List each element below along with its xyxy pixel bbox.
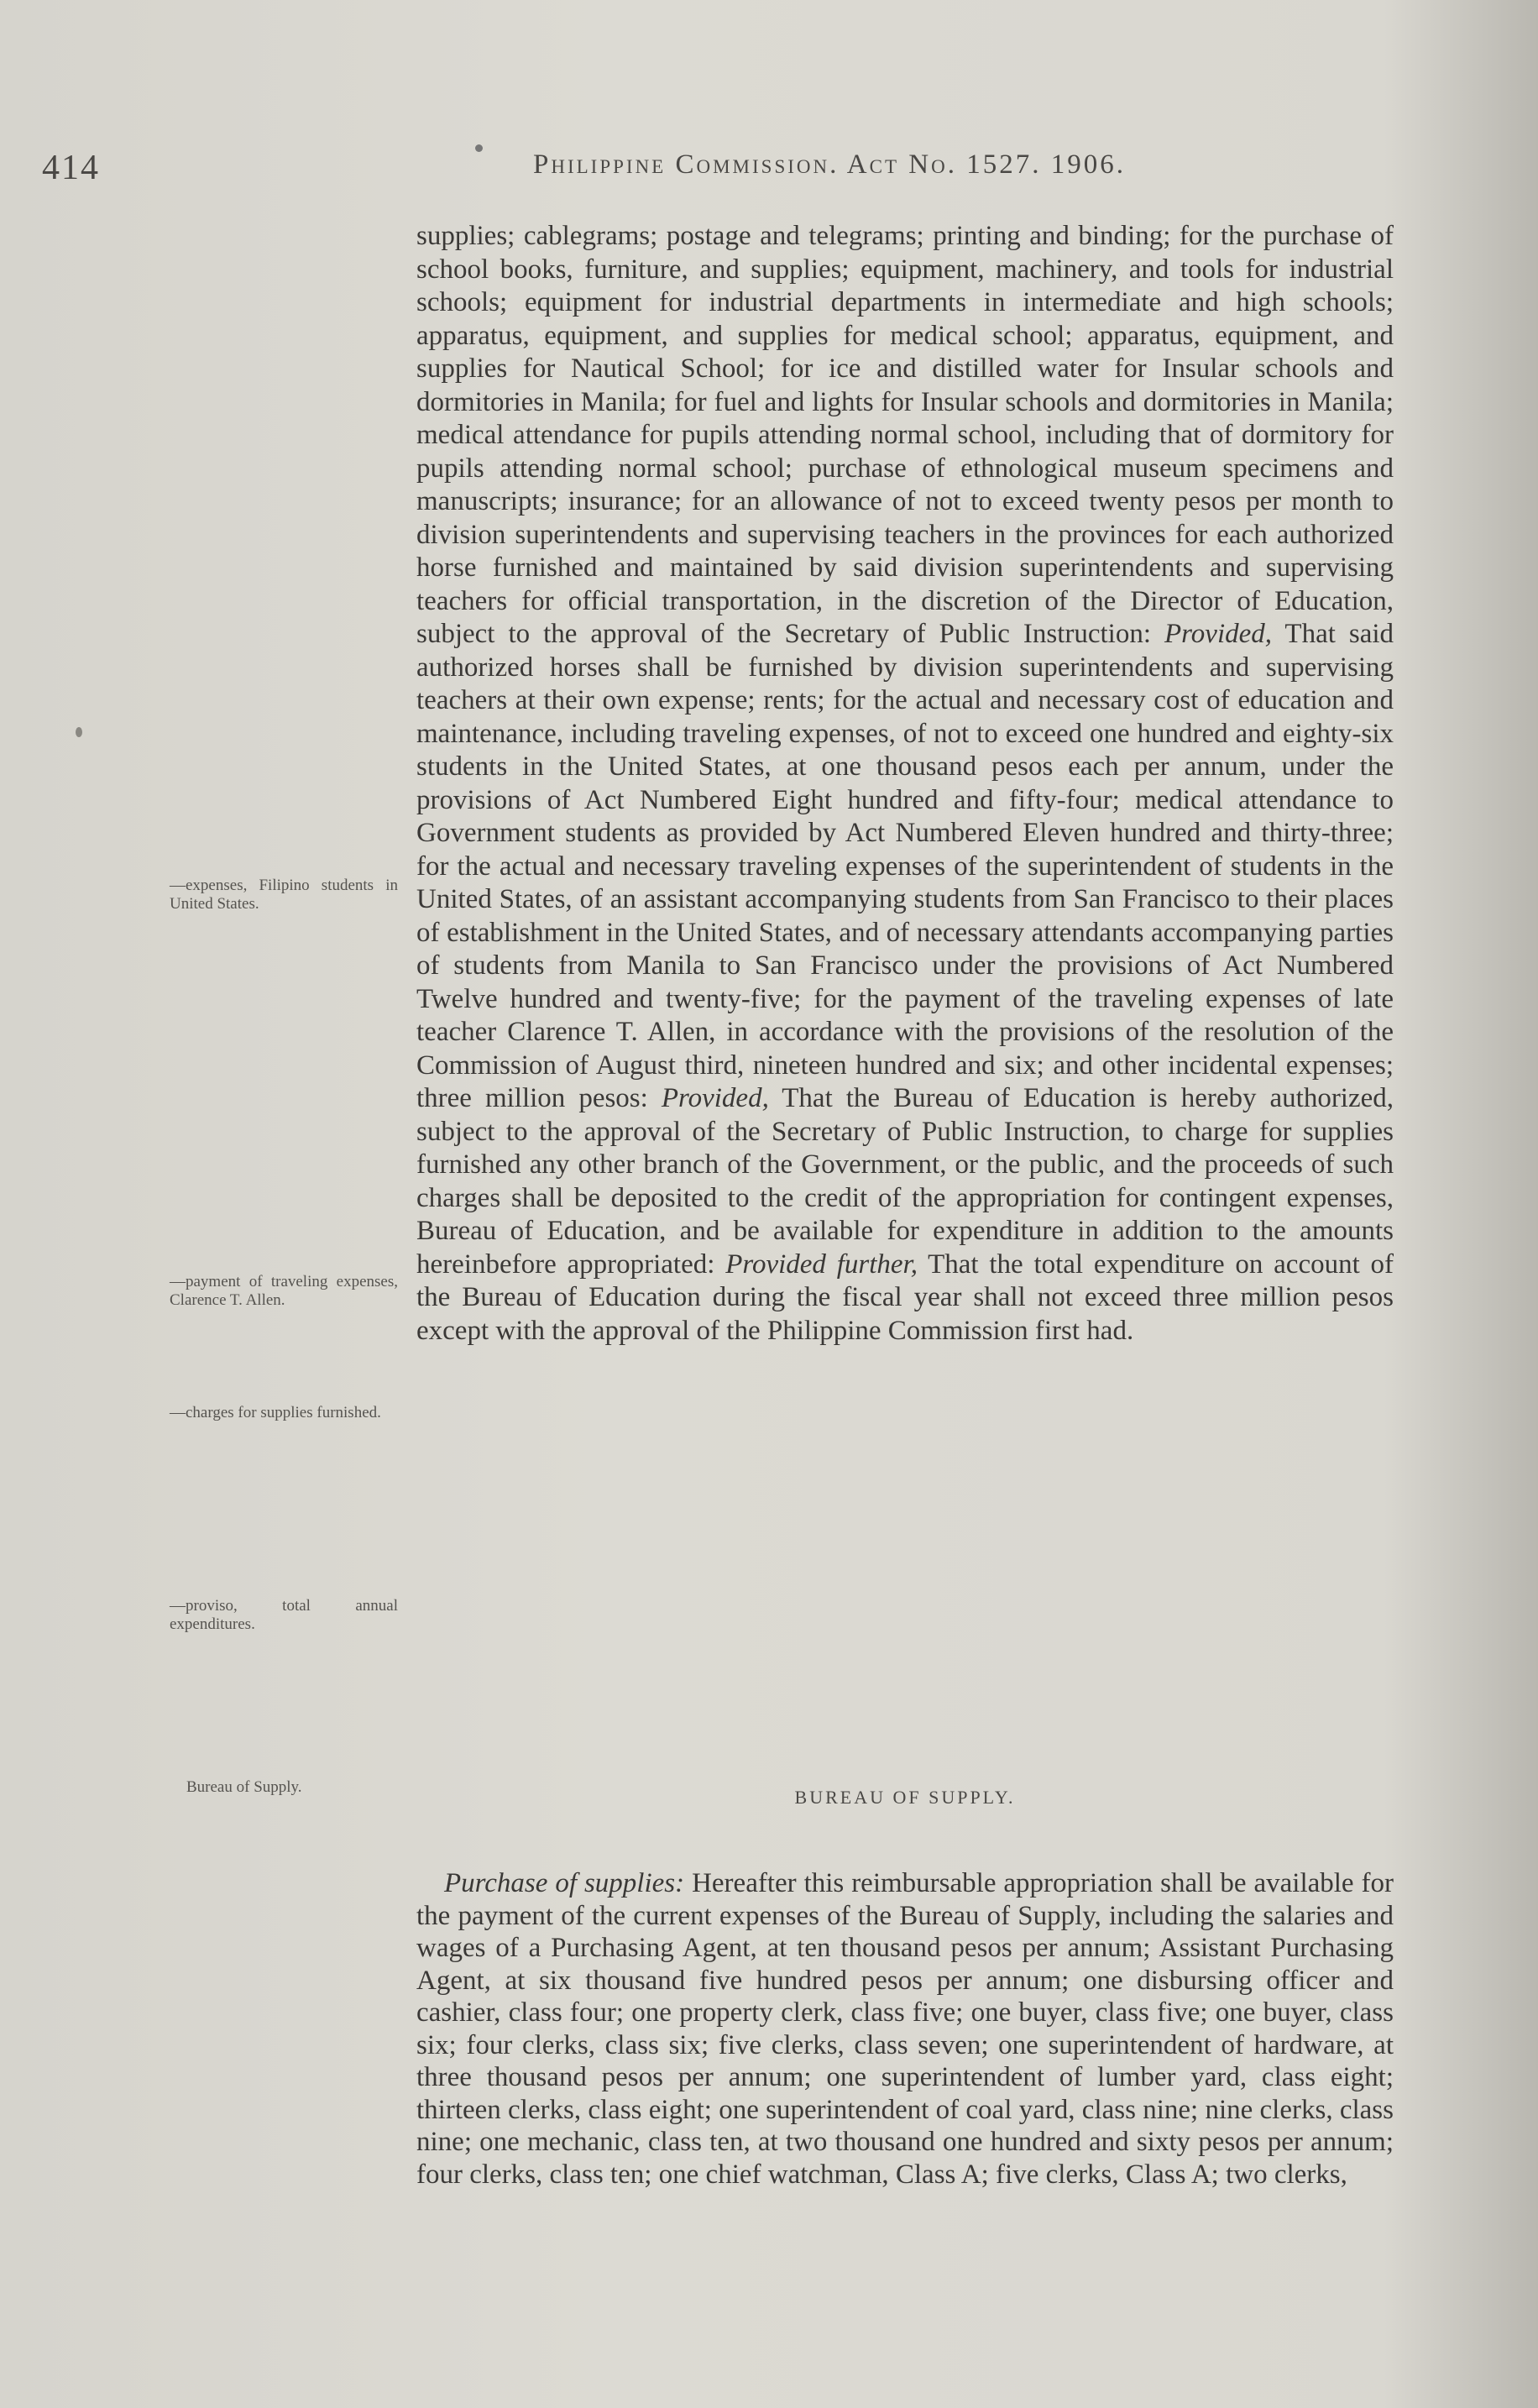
running-head: Philippine Commission. Act No. 1527. 1906.	[533, 149, 1126, 180]
body-text: That the total expenditure on account of the Bureau of Education during the fiscal year shall not exceed three million pesos except with the approval of the Philippine Commission first had.	[416, 1248, 1394, 1346]
proviso-keyword: Provided,	[661, 1083, 769, 1113]
margin-note: Bureau of Supply.	[186, 1778, 302, 1796]
margin-note: —charges for supplies furnished.	[170, 1404, 381, 1421]
page-number: 414	[42, 149, 100, 187]
proviso-keyword: Provided,	[1164, 619, 1273, 649]
page-header	[42, 148, 1469, 198]
margin-note: —expenses, Filipino students in United States.	[170, 877, 398, 913]
margin-note: —payment of traveling expenses, Clarence T. Allen.	[170, 1273, 398, 1309]
margin-note: —proviso, total annual expenditures.	[170, 1597, 398, 1633]
body-paragraph	[416, 220, 1394, 1348]
body-text: Hereafter this reimbursable appropriation shall be available for the payment of the current expenses of the Bureau of Supply, including the salaries and wages of a Purchasing Agent, at ten thousand pesos per annum; Assistant Purchasing Agent, at six thousand five hundred pesos per annum; one disbursing officer and cashier, class four; one property clerk, class five; one buyer, class five; one buyer, class six; four clerks, class six; five clerks, class seven; one superintendent of hardware, at three thousand pesos per annum; one superintendent of lumber yard, class eight; thirteen clerks, class eight; one superintendent of coal yard, class nine; nine clerks, class nine; one mechanic, class ten, at two thousand one hundred and sixty pesos per annum; four clerks, class ten; one chief watchman, Class A; five clerks, Class A; two clerks,	[416, 1868, 1394, 2190]
body-paragraph	[416, 1867, 1394, 2191]
print-mark	[475, 144, 483, 152]
body-text: supplies; cablegrams; postage and telegrams; printing and binding; for the purchase of school books, furniture, and supplies; equipment, machinery, and tools for industrial schools; equipment for industrial departments in intermediate and high schools; apparatus, equipment, and supplies for medical school; apparatus, equipment, and supplies for Nautical School; for ice and distilled water for Insular schools and dormitories in Manila; for fuel and lights for Insular schools and dormitories in Manila; medical attendance for pupils attending normal school, including that of dormitory for pupils attending normal school; purchase of ethnological museum specimens and manuscripts; insurance; for an allowance of not to exceed twenty pesos per month to division superintendents and supervising teachers in the provinces for each authorized horse furnished and maintained by said division superintendents and supervising teachers for official transportation, in the discretion of the Director of Education, subject to the approval of the Secretary of Public Instruction:	[416, 221, 1394, 649]
paper-speck	[76, 727, 82, 737]
paragraph-title: Purchase of supplies:	[444, 1868, 685, 1898]
body-text: That the Bureau of Education is hereby authorized, subject to the approval of the Secretary of Public Instruction, to charge for supplies furnished any other branch of the Government, or the public, and the proceeds of such charges shall be deposited to the credit of the appropriation for contingent expenses, Bureau of Education, and be available for expenditure in addition to the amounts hereinbefore appropriated:	[416, 1083, 1394, 1280]
proviso-keyword: Provided further,	[725, 1248, 918, 1280]
section-heading: BUREAU OF SUPPLY.	[794, 1787, 1016, 1808]
body-text: That said authorized horses shall be furnished by division superintendents and supervising teachers at their own expense; rents; for the actual and necessary cost of education and maintenance, including traveling expenses, of not to exceed one hundred and eighty-six students in the United States, at one thousand pesos each per annum, under the provisions of Act Numbered Eight hundred and fifty-four; medical attendance to Government students as provided by Act Numbered Eleven hundred and thirty-three; for the actual and necessary traveling expenses of the superintendent of students in the United States, of an assistant accompanying students from San Francisco to their places of establishment in the United States, and of necessary attendants accompanying parties of students from Manila to San Francisco under the provisions of Act Numbered Twelve hundred and twenty-five; for the payment of the traveling expenses of late teacher Clarence T. Allen, in accordance with the provisions of the resolution of the Commission of August third, nineteen hundred and six; and other incidental expenses; three million pesos:	[416, 619, 1394, 1113]
